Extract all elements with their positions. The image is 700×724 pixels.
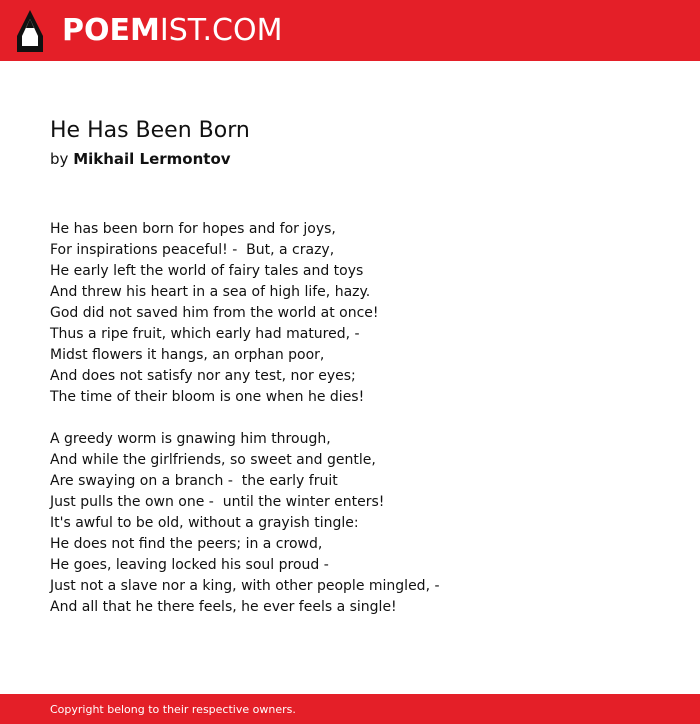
poem-line: God did not saved him from the world at once! bbox=[50, 305, 379, 321]
poem-line: A greedy worm is gnawing him through, bbox=[50, 431, 331, 447]
site-header bbox=[0, 0, 700, 61]
poem-byline bbox=[50, 148, 231, 170]
poem-line: And all that he there feels, he ever feels a single! bbox=[50, 599, 397, 615]
poem-line: Midst flowers it hangs, an orphan poor, bbox=[50, 347, 325, 363]
poem-line: He has been born for hopes and for joys, bbox=[50, 221, 336, 237]
poem-line: He does not find the peers; in a crowd, bbox=[50, 536, 323, 552]
pencil-tip-icon[interactable] bbox=[17, 10, 43, 52]
poem-line: He goes, leaving locked his soul proud - bbox=[50, 557, 329, 573]
author-name: Mikhail Lermontov bbox=[73, 150, 231, 168]
poem-line: Are swaying on a branch - the early fruit bbox=[50, 473, 338, 489]
poem-line: The time of their bloom is one when he dies! bbox=[50, 389, 365, 405]
poem-line: He early left the world of fairy tales and toys bbox=[50, 263, 364, 279]
poem-line: Just not a slave nor a king, with other people mingled, - bbox=[50, 578, 440, 594]
poem-body bbox=[50, 219, 670, 639]
poem-title: He Has Been Born bbox=[50, 118, 250, 143]
poem-stanza bbox=[50, 219, 670, 408]
poem-line: And does not satisfy nor any test, nor eyes; bbox=[50, 368, 356, 384]
poem-line: And threw his heart in a sea of high life, hazy. bbox=[50, 284, 371, 300]
by-label: by bbox=[50, 150, 69, 168]
poem-line: It's awful to be old, without a grayish tingle: bbox=[50, 515, 359, 531]
poem-stanza bbox=[50, 429, 670, 618]
poem-line: And while the girlfriends, so sweet and gentle, bbox=[50, 452, 376, 468]
poem-line: Just pulls the own one - until the winter enters! bbox=[50, 494, 385, 510]
poem-line: For inspirations peaceful! - But, a crazy, bbox=[50, 242, 335, 258]
logo-light-text: IST.COM bbox=[159, 13, 283, 48]
poem-line: Thus a ripe fruit, which early had matured, - bbox=[50, 326, 360, 342]
site-footer bbox=[0, 694, 700, 724]
copyright-text: Copyright belong to their respective owners. bbox=[50, 703, 296, 716]
site-logo[interactable] bbox=[62, 12, 282, 50]
logo-bold-text: POEM bbox=[62, 13, 160, 48]
